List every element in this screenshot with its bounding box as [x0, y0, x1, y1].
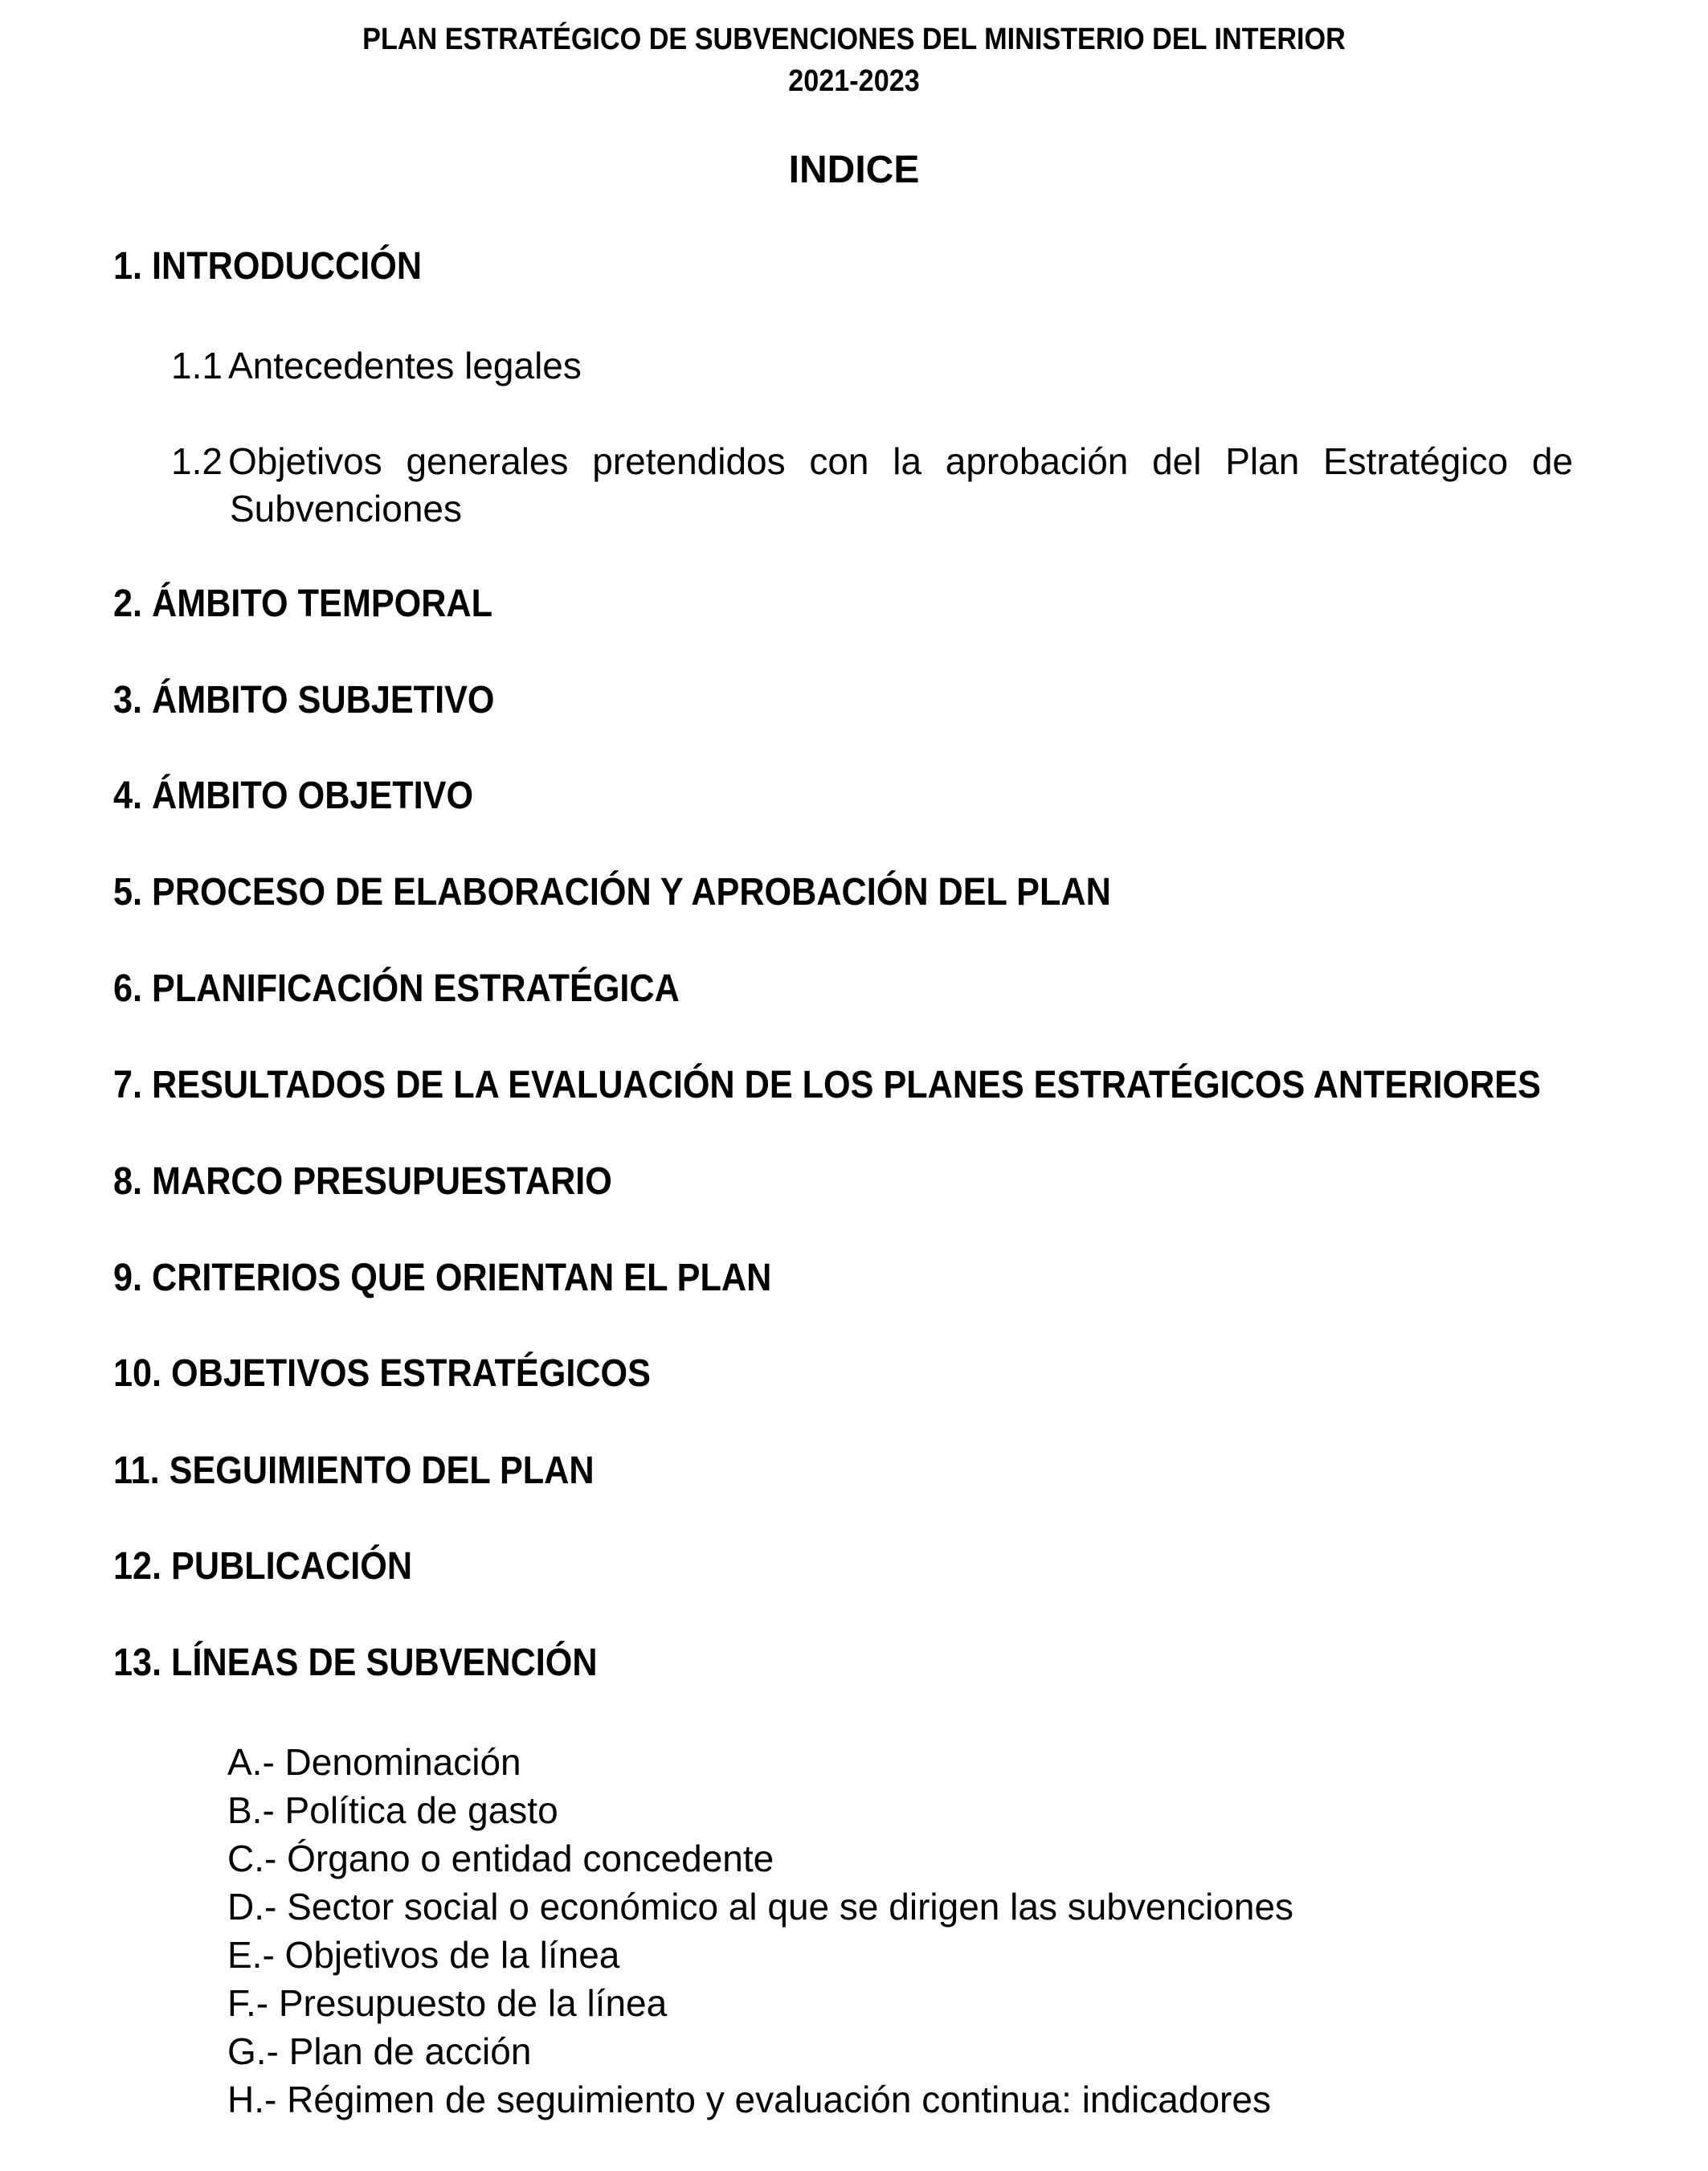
section-6-heading: 6. PLANIFICACIÓN ESTRATÉGICA — [113, 967, 680, 1010]
subsection-1-2-number: 1.2 — [171, 440, 223, 482]
section-8-heading: 8. MARCO PRESUPUESTARIO — [113, 1160, 612, 1203]
section-10-heading: 10. OBJETIVOS ESTRATÉGICOS — [113, 1352, 651, 1395]
section-4-heading: 4. ÁMBITO OBJETIVO — [113, 775, 474, 817]
section-13-heading: 13. LÍNEAS DE SUBVENCIÓN — [113, 1642, 598, 1684]
section-9-heading: 9. CRITERIOS QUE ORIENTAN EL PLAN — [113, 1257, 772, 1299]
list-item: B.- Política de gasto — [227, 1789, 558, 1831]
document-years: 2021-2023 — [788, 64, 920, 98]
section-3-heading: 3. ÁMBITO SUBJETIVO — [113, 679, 495, 722]
index-heading: INDICE — [788, 149, 920, 191]
list-item: G.- Plan de acción — [227, 2030, 532, 2072]
lineas-subvencion-list — [227, 1738, 1293, 2124]
document-title: PLAN ESTRATÉGICO DE SUBVENCIONES DEL MINISTERIO DEL INTERIOR — [362, 22, 1346, 56]
subsection-1-1-number: 1.1 — [171, 345, 223, 386]
section-1-heading: 1. INTRODUCCIÓN — [113, 245, 423, 288]
list-item: F.- Presupuesto de la línea — [227, 1982, 668, 2024]
section-2-heading: 2. ÁMBITO TEMPORAL — [113, 583, 493, 625]
subsection-1-2-text: Objetivos generales pretendidos con la aprobación del Plan Estratégico de — [228, 440, 1573, 482]
list-item: E.- Objetivos de la línea — [227, 1934, 620, 1976]
subsection-1-2-text-continued: Subvenciones — [230, 488, 462, 529]
list-item: D.- Sector social o económico al que se dirigen las subvenciones — [227, 1886, 1294, 1928]
list-item: H.- Régimen de seguimiento y evaluación continua: indicadores — [227, 2079, 1271, 2120]
list-item: C.- Órgano o entidad concedente — [227, 1838, 774, 1879]
section-5-heading: 5. PROCESO DE ELABORACIÓN Y APROBACIÓN DEL PLAN — [113, 871, 1111, 914]
section-7-heading: 7. RESULTADOS DE LA EVALUACIÓN DE LOS PLANES ESTRATÉGICOS ANTERIORES — [113, 1064, 1541, 1106]
section-12-heading: 12. PUBLICACIÓN — [113, 1545, 413, 1588]
section-11-heading: 11. SEGUIMIENTO DEL PLAN — [113, 1449, 595, 1492]
list-item: A.- Denominación — [227, 1741, 521, 1783]
subsection-1-1-text: Antecedentes legales — [228, 345, 582, 386]
